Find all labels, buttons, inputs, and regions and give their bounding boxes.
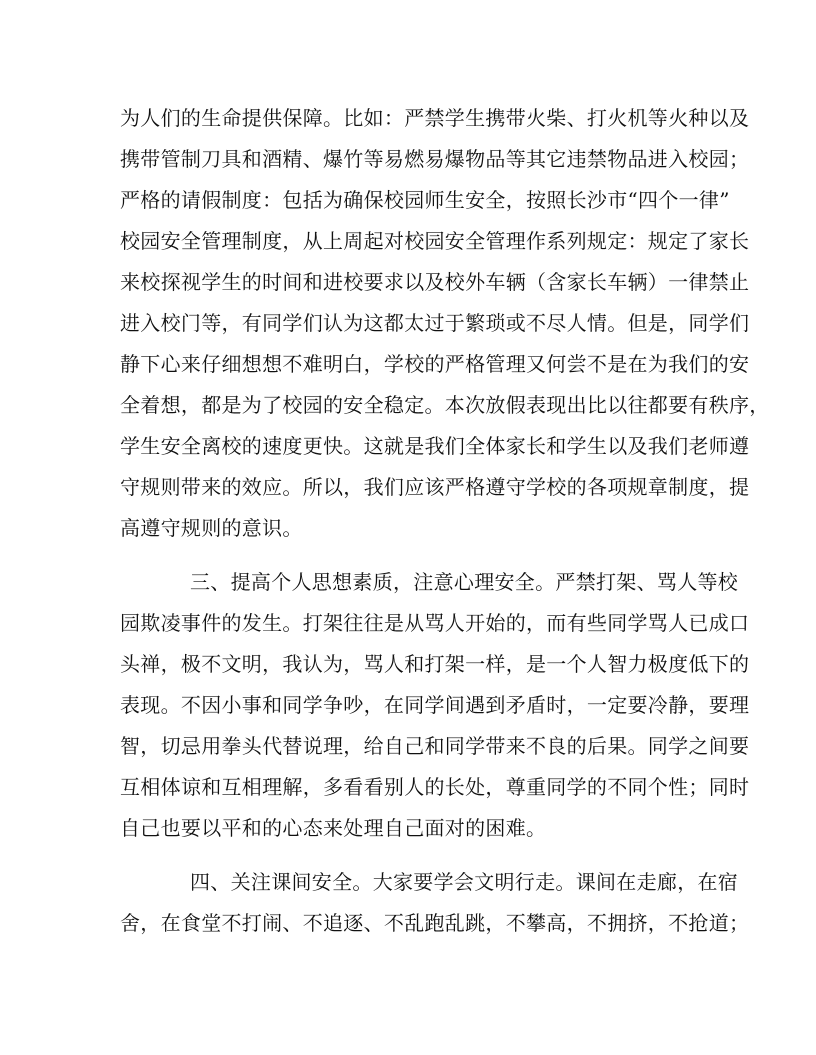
paragraph-line: 头禅，极不文明，我认为，骂人和打架一样，是一个人智力极度低下的 [120, 652, 750, 676]
section-heading-line: 三、提高个人思想素质，注意心理安全。严禁打架、骂人等校 [190, 570, 739, 594]
paragraph-line: 全着想，都是为了校园的安全稳定。本次放假表现出比以往都要有秩序， [120, 393, 770, 417]
paragraph-line: 园欺凌事件的发生。打架往往是从骂人开始的，而有些同学骂人已成口 [120, 611, 750, 635]
paragraph-line: 进入校门等，有同学们认为这都太过于繁琐或不尽人情。但是，同学们 [120, 311, 750, 335]
paragraph-line: 为人们的生命提供保障。比如：严禁学生携带火柴、打火机等火种以及 [120, 106, 750, 130]
paragraph-line: 严格的请假制度：包括为确保校园师生安全，按照长沙市“四个一律” [120, 188, 730, 212]
paragraph-line: 智，切忌用拳头代替说理，给自己和同学带来不良的后果。同学之间要 [120, 734, 750, 758]
section-heading-line: 四、关注课间安全。大家要学会文明行走。课间在走廊，在宿 [190, 870, 739, 894]
paragraph-line: 表现。不因小事和同学争吵，在同学间遇到矛盾时，一定要冷静，要理 [120, 693, 750, 717]
paragraph-line: 来校探视学生的时间和进校要求以及校外车辆（含家长车辆）一律禁止 [120, 270, 750, 294]
paragraph-line: 学生安全离校的速度更快。这就是我们全体家长和学生以及我们老师遵 [120, 434, 750, 458]
paragraph-line: 携带管制刀具和酒精、爆竹等易燃易爆物品等其它违禁物品进入校园； [120, 147, 750, 171]
paragraph-line: 自己也要以平和的心态来处理自己面对的困难。 [120, 816, 547, 840]
paragraph-line: 互相体谅和互相理解，多看看别人的长处，尊重同学的不同个性；同时 [120, 775, 750, 799]
paragraph-line: 守规则带来的效应。所以，我们应该严格遵守学校的各项规章制度，提 [120, 475, 750, 499]
paragraph-line: 校园安全管理制度，从上周起对校园安全管理作系列规定：规定了家长 [120, 229, 750, 253]
paragraph-line: 舍，在食堂不打闹、不追逐、不乱跑乱跳，不攀高，不拥挤，不抢道； [120, 911, 750, 935]
paragraph-line: 高遵守规则的意识。 [120, 516, 303, 540]
paragraph-line: 静下心来仔细想想不难明白，学校的严格管理又何尝不是在为我们的安 [120, 352, 750, 376]
